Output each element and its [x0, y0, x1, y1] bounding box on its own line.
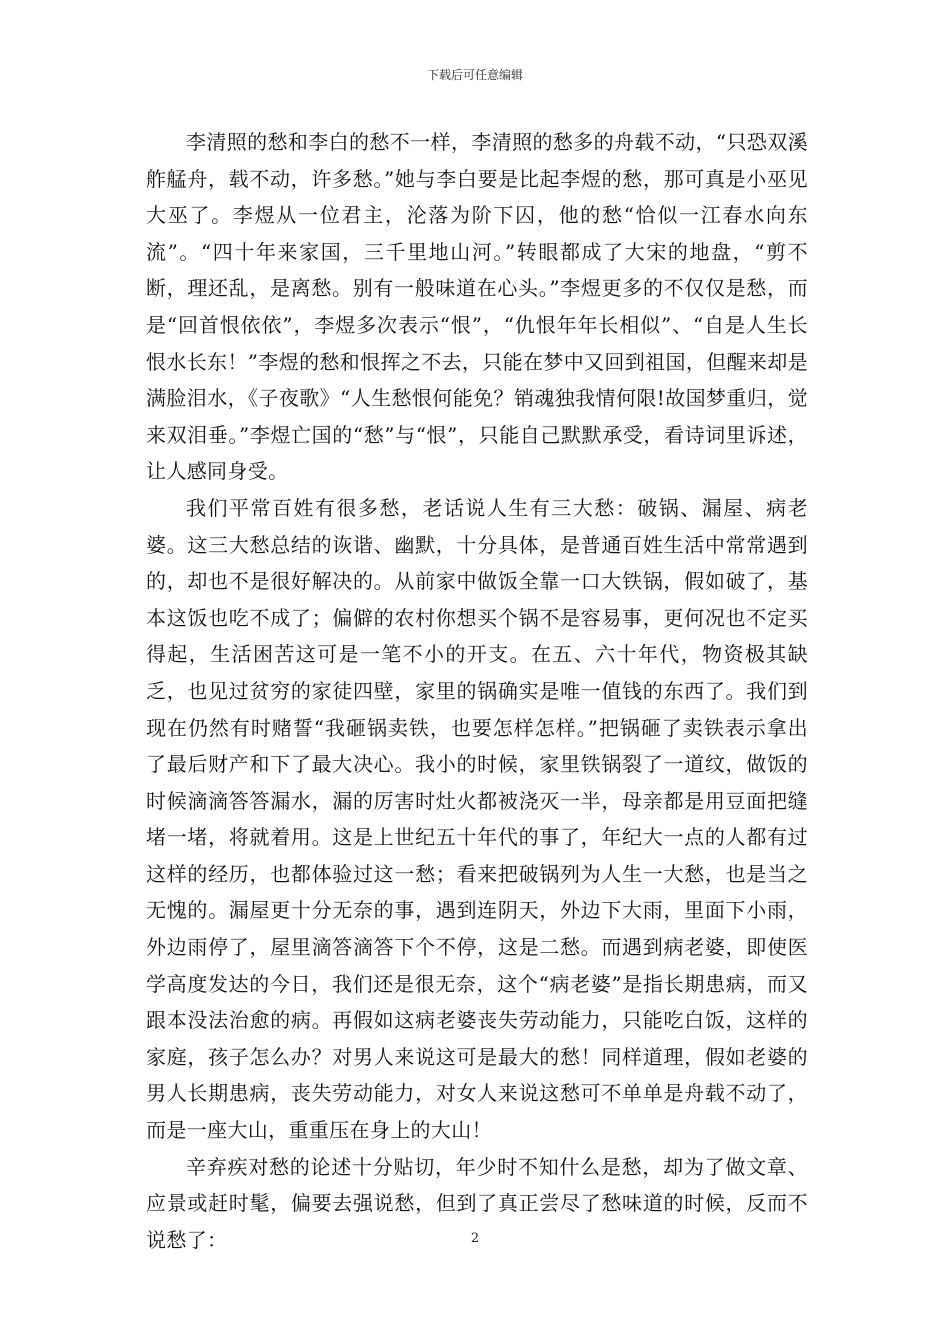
paragraph-three-sorrows: 我们平常百姓有很多愁，老话说人生有三大愁：破锅、漏屋、病老婆。这三大愁总结的诙谐、幽默，十分具体，是普通百姓生活中常常遇到的，却也不是很好解决的。从前家中做饭全靠一口大铁锅，假如破了，基本这饭也吃不成了；偏僻的农村你想买个锅不是容易事，更何况也不定买得起，生活困苦这可是一笔不小的开支。在五、六十年代，物资极其缺乏，也见过贫穷的家徒四壁，家里的锅确实是唯一值钱的东西了。我们到现在仍然有时赌誓“我砸锅卖铁，也要怎样怎样。”把锅砸了卖铁表示拿出了最后财产和下了最大决心。我小的时候，家里铁锅裂了一道纹，做饭的时候滴滴答答漏水，漏的厉害时灶火都被浇灭一半，母亲都是用豆面把缝堵一堵，将就着用。这是上世纪五十年代的事了，年纪大一点的人都有过这样的经历，也都体验过这一愁；看来把破锅列为人生一大愁，也是当之无愧的。漏屋更十分无奈的事，遇到连阴天，外边下大雨，里面下小雨，外边雨停了，屋里滴答滴答下个不停，这是二愁。而遇到病老婆，即使医学高度发达的今日，我们还是很无奈，这个“病老婆”是指长期患病，而又跟本没法治愈的病。再假如这病老婆丧失劳动能力，只能吃白饭，这样的家庭，孩子怎么办？对男人来说这可是最大的愁！同样道理，假如老婆的男人长期患病，丧失劳动能力，对女人来说这愁可不单单是舟载不动了，而是一座大山，重重压在身上的大山！	[146, 495, 808, 1143]
paragraph-xin-qiji: 辛弃疾对愁的论述十分贴切，年少时不知什么是愁，却为了做文章、应景或赶时髦，偏要去强说愁，但到了真正尝尽了愁味道的时候，反而不说愁了：	[146, 1154, 808, 1252]
body-text	[146, 124, 808, 1258]
page-header: 下载后可任意编辑	[426, 68, 523, 82]
paragraph-li-qingzhao-li-yu: 李清照的愁和李白的愁不一样，李清照的愁多的舟载不动，“只恐双溪舴艋舟，载不动，许多愁。”她与李白要是比起李煜的愁，那可真是小巫见大巫了。李煜从一位君主，沦落为阶下囚，他的愁“恰似一江春水向东流”。“四十年来家国，三千里地山河。”转眼都成了大宋的地盘，“剪不断，理还乱，是离愁。别有一般味道在心头。”李煜更多的不仅仅是愁，而是“回首恨依依”，李煜多次表示“恨”，“仇恨年年长相似”、“自是人生长恨水长东！”李煜的愁和恨挥之不去，只能在梦中又回到祖国，但醒来却是满脸泪水，《子夜歌》“人生愁恨何能免？销魂独我情何限!故国梦重归，觉来双泪垂。”李煜亡国的“愁”与“恨”，只能自己默默承受，看诗词里诉述，让人感同身受。	[146, 130, 808, 484]
page-number: 2	[470, 1231, 480, 1246]
